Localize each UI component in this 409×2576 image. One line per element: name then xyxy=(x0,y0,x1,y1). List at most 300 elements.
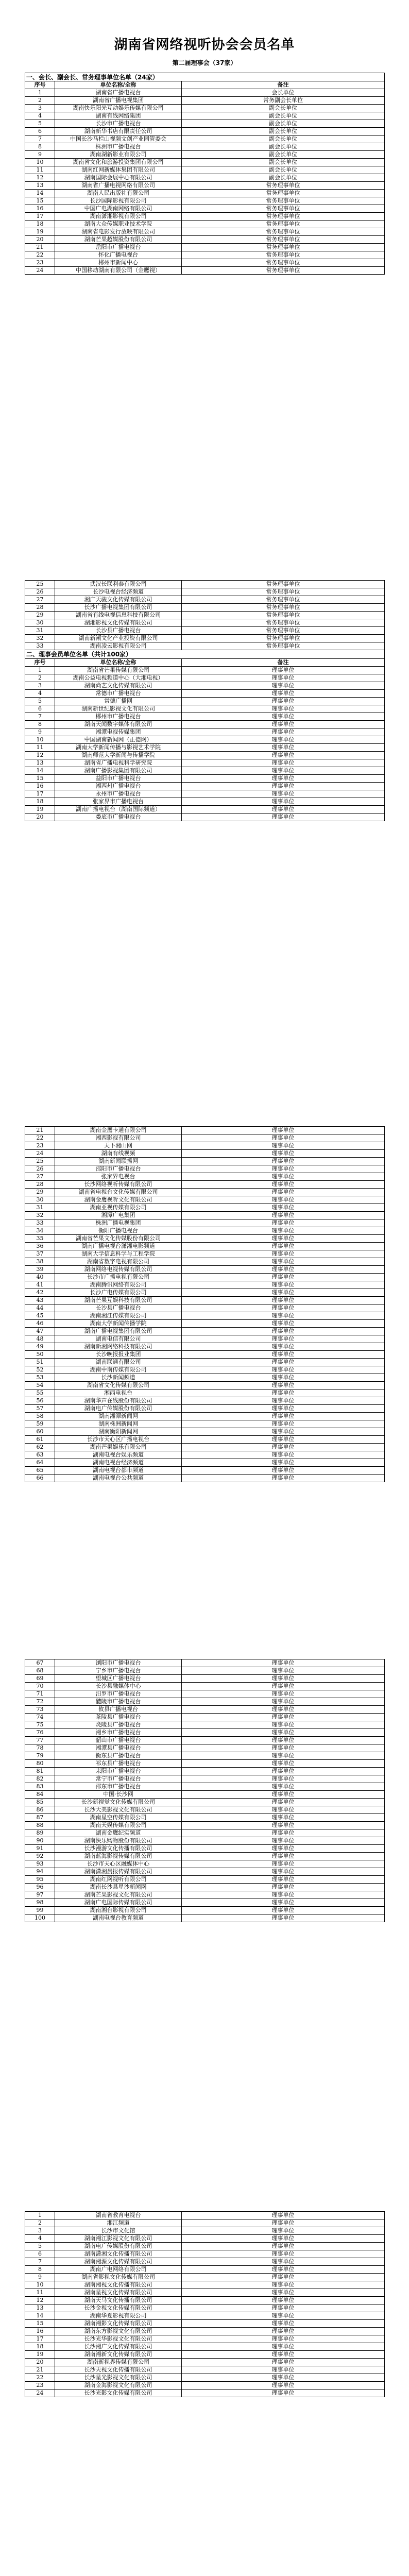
table-row xyxy=(25,2212,385,2219)
page-title: 湖南省网络视听协会会员名单 xyxy=(114,37,295,53)
table-row xyxy=(25,128,385,135)
member-name: 湖南大众传媒职业技术学院 xyxy=(55,221,182,228)
member-role: 常务理事单位 xyxy=(182,596,385,604)
row-number: 26 xyxy=(25,1165,55,1173)
member-role: 理事单位 xyxy=(182,1706,385,1714)
member-role: 理事单位 xyxy=(182,1467,385,1475)
member-role: 理事单位 xyxy=(182,1158,385,1165)
row-number: 2 xyxy=(25,97,55,105)
member-name: 长沙市天心区广播电视台 xyxy=(55,1436,182,1444)
member-role: 理事单位 xyxy=(182,2212,385,2219)
member-name: 长沙市广播电视台 xyxy=(55,120,182,128)
member-name: 湖南电广传媒股份有限公司 xyxy=(55,1405,182,1413)
row-number: 39 xyxy=(25,1266,55,1274)
table-row xyxy=(25,1845,385,1853)
member-role: 理事单位 xyxy=(182,697,385,705)
member-role: 理事单位 xyxy=(182,1775,385,1783)
member-name: 湖南省文化和旅游投资集团有限公司 xyxy=(55,159,182,166)
row-number: 35 xyxy=(25,1235,55,1243)
member-name: 湖南新视界传媒有限公司 xyxy=(55,2359,182,2366)
row-number: 88 xyxy=(25,1822,55,1829)
member-role: 常务理事单位 xyxy=(182,581,385,588)
header-name: 单位名称/全称 xyxy=(55,658,182,666)
member-name: 醴陵市广播电视台 xyxy=(55,1698,182,1706)
row-number: 97 xyxy=(25,1891,55,1899)
member-role: 理事单位 xyxy=(182,682,385,689)
member-role: 理事单位 xyxy=(182,2343,385,2351)
table-row xyxy=(25,120,385,128)
member-name: 长沙县广播电视台 xyxy=(55,627,182,635)
member-name: 长沙大美影视文化有限公司 xyxy=(55,1806,182,1814)
table-row xyxy=(25,1698,385,1706)
table-row xyxy=(25,1328,385,1335)
table-row xyxy=(25,720,385,728)
member-role: 副会长单位 xyxy=(182,120,385,128)
table-row xyxy=(25,1204,385,1212)
member-role: 理事单位 xyxy=(182,2312,385,2320)
row-number: 9 xyxy=(25,2274,55,2281)
row-number: 79 xyxy=(25,1752,55,1760)
row-number: 50 xyxy=(25,1351,55,1359)
member-name: 湖南腾讯网络有限公司 xyxy=(55,1281,182,1289)
table-row xyxy=(25,596,385,604)
member-name: 湖南天马文化传播有限公司 xyxy=(55,2297,182,2304)
member-name: 攸县广播电视台 xyxy=(55,1706,182,1714)
table-row xyxy=(25,774,385,782)
table-row xyxy=(25,1428,385,1436)
row-number: 24 xyxy=(25,267,55,275)
member-role: 理事单位 xyxy=(182,2297,385,2304)
member-role: 常务理事单位 xyxy=(182,627,385,635)
row-number: 91 xyxy=(25,1845,55,1853)
row-number: 29 xyxy=(25,612,55,619)
member-role: 常务理事单位 xyxy=(182,635,385,642)
member-role: 理事单位 xyxy=(182,1250,385,1258)
row-number: 34 xyxy=(25,1227,55,1235)
row-number: 47 xyxy=(25,1328,55,1335)
member-name: 浏阳市广播电视台 xyxy=(55,1659,182,1667)
table-row xyxy=(25,813,385,821)
member-name: 湖南湖新影业有限公司 xyxy=(55,151,182,159)
member-role: 理事单位 xyxy=(182,2266,385,2274)
table-row xyxy=(25,1667,385,1675)
member-name: 长沙电视台经济频道 xyxy=(55,588,182,596)
member-role: 理事单位 xyxy=(182,1814,385,1822)
table-row xyxy=(25,1822,385,1829)
row-number: 56 xyxy=(25,1397,55,1405)
member-name: 湖南省数字电视有限公司 xyxy=(55,1258,182,1266)
member-name: 韶山市广播电视台 xyxy=(55,1737,182,1744)
section-title: 一、会长、副会长、常务理事单位名单（24家） xyxy=(25,73,385,81)
row-number: 2 xyxy=(25,2219,55,2227)
row-number: 28 xyxy=(25,604,55,612)
member-name: 祁东县广播电视台 xyxy=(55,1760,182,1768)
member-name: 湖南新世纪影视文化有限公司 xyxy=(55,705,182,713)
member-role: 理事单位 xyxy=(182,774,385,782)
row-number: 22 xyxy=(25,251,55,259)
member-name: 湖南芒果娱乐有限公司 xyxy=(55,1444,182,1451)
member-name: 湖南省广播电视科学研究院 xyxy=(55,759,182,767)
member-table-page-3 xyxy=(25,1126,385,1482)
row-number: 8 xyxy=(25,720,55,728)
member-role: 理事单位 xyxy=(182,2389,385,2397)
member-role: 理事单位 xyxy=(182,674,385,682)
table-row xyxy=(25,1714,385,1721)
member-role: 理事单位 xyxy=(182,1127,385,1134)
member-name: 湖南华夏影视有限公司 xyxy=(55,2312,182,2320)
member-role: 理事单位 xyxy=(182,1173,385,1181)
table-row xyxy=(25,1737,385,1744)
table-row xyxy=(25,1366,385,1374)
row-number: 70 xyxy=(25,1683,55,1690)
row-number: 98 xyxy=(25,1899,55,1907)
row-number: 20 xyxy=(25,2359,55,2366)
row-number: 4 xyxy=(25,112,55,120)
member-name: 中国湖南新闻网（正德网） xyxy=(55,736,182,743)
table-row xyxy=(25,1304,385,1312)
row-number: 81 xyxy=(25,1768,55,1775)
row-number: 80 xyxy=(25,1760,55,1768)
row-number: 51 xyxy=(25,1359,55,1366)
row-number: 11 xyxy=(25,743,55,751)
member-name: 岳阳市广播电视台 xyxy=(55,244,182,251)
row-number: 21 xyxy=(25,2366,55,2374)
table-row xyxy=(25,713,385,720)
table-row xyxy=(25,1876,385,1884)
member-name: 常宁市广播电视台 xyxy=(55,1775,182,1783)
table-row xyxy=(25,1289,385,1297)
row-number: 6 xyxy=(25,705,55,713)
member-name: 湖南电广传媒股份有限公司 xyxy=(55,2243,182,2250)
table-row xyxy=(25,2250,385,2258)
member-name: 湘潭县广播电视台 xyxy=(55,1744,182,1752)
member-name: 常德市广播电视台 xyxy=(55,689,182,697)
member-name: 湖南湘影文化传媒有限公司 xyxy=(55,2320,182,2328)
member-role: 理事单位 xyxy=(182,1822,385,1829)
row-number: 40 xyxy=(25,1274,55,1281)
member-role: 理事单位 xyxy=(182,1845,385,1853)
member-name: 湖南电视台经济频道 xyxy=(55,1459,182,1467)
member-role: 理事单位 xyxy=(182,1289,385,1297)
member-name: 湖南凌云影视有限公司 xyxy=(55,642,182,650)
table-row xyxy=(25,2312,385,2320)
row-number: 12 xyxy=(25,2297,55,2304)
member-name: 长沙新闻频道 xyxy=(55,1374,182,1382)
row-number: 12 xyxy=(25,751,55,759)
table-row xyxy=(25,1250,385,1258)
member-role: 理事单位 xyxy=(182,1335,385,1343)
member-role: 理事单位 xyxy=(182,743,385,751)
table-row xyxy=(25,1127,385,1134)
row-number: 74 xyxy=(25,1714,55,1721)
member-name: 湖南广播电视集团有限公司 xyxy=(55,1328,182,1335)
member-role: 常务理事单位 xyxy=(182,205,385,213)
table-row xyxy=(25,619,385,627)
member-name: 湖南芒果超媒股份有限公司 xyxy=(55,236,182,244)
table-row xyxy=(25,1783,385,1791)
row-number: 24 xyxy=(25,1150,55,1158)
row-number: 27 xyxy=(25,1173,55,1181)
row-number: 30 xyxy=(25,1196,55,1204)
member-role: 理事单位 xyxy=(182,2219,385,2227)
row-number: 71 xyxy=(25,1690,55,1698)
table-row xyxy=(25,1860,385,1868)
member-table-page-2 xyxy=(25,580,385,821)
table-row xyxy=(25,682,385,689)
row-number: 17 xyxy=(25,790,55,798)
member-name: 长沙市广播电视有限公司 xyxy=(55,1274,182,1281)
row-number: 20 xyxy=(25,236,55,244)
member-role: 理事单位 xyxy=(182,1853,385,1860)
member-role: 常务理事单位 xyxy=(182,259,385,267)
member-name: 长沙市天心区融媒体中心 xyxy=(55,1860,182,1868)
member-name: 湖南有线网络集团 xyxy=(55,112,182,120)
table-row xyxy=(25,267,385,275)
row-number: 29 xyxy=(25,1189,55,1196)
member-role: 理事单位 xyxy=(182,736,385,743)
table-row xyxy=(25,2304,385,2312)
row-number: 100 xyxy=(25,1914,55,1922)
member-role: 理事单位 xyxy=(182,1698,385,1706)
row-number: 43 xyxy=(25,1297,55,1304)
table-row xyxy=(25,228,385,236)
row-number: 16 xyxy=(25,205,55,213)
member-name: 湘广天骏文化传媒有限公司 xyxy=(55,596,182,604)
member-name: 湖南东方影视文化有限公司 xyxy=(55,2328,182,2335)
member-name: 湖南长沙县星沙新闻网 xyxy=(55,1884,182,1891)
row-number: 18 xyxy=(25,2343,55,2351)
member-role: 理事单位 xyxy=(182,2328,385,2335)
row-number: 7 xyxy=(25,135,55,143)
member-name: 湖南省广播电视网络有限公司 xyxy=(55,182,182,190)
row-number: 19 xyxy=(25,2351,55,2359)
row-number: 32 xyxy=(25,1212,55,1219)
table-row xyxy=(25,1451,385,1459)
row-number: 87 xyxy=(25,1814,55,1822)
table-row xyxy=(25,604,385,612)
header-num: 序号 xyxy=(25,658,55,666)
row-number: 31 xyxy=(25,627,55,635)
table-row xyxy=(25,1683,385,1690)
row-number: 17 xyxy=(25,213,55,221)
member-name: 长沙新视觉文化传媒有限公司 xyxy=(55,1799,182,1806)
table-row xyxy=(25,259,385,267)
table-row xyxy=(25,182,385,190)
table-row xyxy=(25,782,385,790)
member-name: 湖南大学信息科学与工程学院 xyxy=(55,1250,182,1258)
row-number: 16 xyxy=(25,782,55,790)
row-number: 93 xyxy=(25,1860,55,1868)
member-role: 常务理事单位 xyxy=(182,244,385,251)
member-name: 湖南潇湘文化传播有限公司 xyxy=(55,2250,182,2258)
row-number: 84 xyxy=(25,1791,55,1799)
member-role: 理事单位 xyxy=(182,1899,385,1907)
row-number: 10 xyxy=(25,736,55,743)
row-number: 18 xyxy=(25,798,55,805)
member-role: 理事单位 xyxy=(182,2382,385,2389)
member-name: 长沙晚报报业集团 xyxy=(55,1351,182,1359)
table-row xyxy=(25,174,385,182)
member-name: 湖南衡阳新闻网 xyxy=(55,1428,182,1436)
member-role: 理事单位 xyxy=(182,1235,385,1243)
row-number: 94 xyxy=(25,1868,55,1876)
member-role: 理事单位 xyxy=(182,1451,385,1459)
row-number: 22 xyxy=(25,1134,55,1142)
member-name: 湖南省文化传媒有限公司 xyxy=(55,1382,182,1389)
row-number: 89 xyxy=(25,1829,55,1837)
member-name: 湖南潇湘晨报传媒有限公司 xyxy=(55,1868,182,1876)
row-number: 15 xyxy=(25,197,55,205)
member-name: 娄底市广播电视台 xyxy=(55,813,182,821)
member-role: 理事单位 xyxy=(182,1860,385,1868)
table-row xyxy=(25,1189,385,1196)
page-subtitle: 第二届理事会（37家） xyxy=(172,59,237,66)
member-role: 理事单位 xyxy=(182,1690,385,1698)
member-name: 湖南金鹰视听文化有限公司 xyxy=(55,1196,182,1204)
row-number: 55 xyxy=(25,1389,55,1397)
member-name: 湖南人民出版社有限公司 xyxy=(55,190,182,197)
member-role: 理事单位 xyxy=(182,2374,385,2382)
member-role: 理事单位 xyxy=(182,1328,385,1335)
table-row xyxy=(25,251,385,259)
member-name: 湖南新潮文化产业投资有限公司 xyxy=(55,635,182,642)
row-number: 21 xyxy=(25,244,55,251)
row-number: 14 xyxy=(25,2312,55,2320)
member-name: 湖南省广播电视台 xyxy=(55,89,182,97)
table-row xyxy=(25,2243,385,2250)
member-name: 湖南湘江传媒有限公司 xyxy=(55,1312,182,1320)
row-number: 26 xyxy=(25,588,55,596)
table-row xyxy=(25,1907,385,1914)
table-row xyxy=(25,798,385,805)
member-name: 株洲市广播电视台 xyxy=(55,143,182,151)
row-number: 60 xyxy=(25,1428,55,1436)
member-role: 理事单位 xyxy=(182,1459,385,1467)
member-name: 湖南金鹰纪实频道 xyxy=(55,1829,182,1837)
row-number: 6 xyxy=(25,128,55,135)
table-row xyxy=(25,1181,385,1189)
table-row xyxy=(25,759,385,767)
member-name: 湖南快乐阳光互动娱乐传媒有限公司 xyxy=(55,105,182,112)
table-row xyxy=(25,1752,385,1760)
member-name: 湘潭广电集团 xyxy=(55,1212,182,1219)
table-row xyxy=(25,666,385,674)
member-table-page-4 xyxy=(25,1659,385,1922)
member-role: 理事单位 xyxy=(182,1219,385,1227)
member-role: 副会长单位 xyxy=(182,128,385,135)
member-name: 湖南国际会展中心有限公司 xyxy=(55,174,182,182)
table-row xyxy=(25,588,385,596)
member-name: 湖南省电视台文化传媒有限公司 xyxy=(55,1189,182,1196)
member-role: 理事单位 xyxy=(182,2281,385,2289)
table-row xyxy=(25,2289,385,2297)
table-row xyxy=(25,2328,385,2335)
row-number: 85 xyxy=(25,1799,55,1806)
member-name: 湖南公益电视频道中心（大湘电视） xyxy=(55,674,182,682)
table-row xyxy=(25,2258,385,2266)
table-row xyxy=(25,743,385,751)
row-number: 6 xyxy=(25,2250,55,2258)
member-role: 理事单位 xyxy=(182,1714,385,1721)
member-name: 湖南快乐购物股份有限公司 xyxy=(55,1837,182,1845)
section-title-row xyxy=(25,650,385,659)
member-role: 理事单位 xyxy=(182,1374,385,1382)
member-role: 理事单位 xyxy=(182,751,385,759)
row-number: 1 xyxy=(25,666,55,674)
table-row xyxy=(25,1397,385,1405)
member-role: 理事单位 xyxy=(182,2289,385,2297)
row-number: 78 xyxy=(25,1744,55,1752)
table-row xyxy=(25,244,385,251)
member-name: 湖南湘源文化传媒有限公司 xyxy=(55,2258,182,2266)
row-number: 13 xyxy=(25,182,55,190)
table-row xyxy=(25,1219,385,1227)
row-number: 25 xyxy=(25,1158,55,1165)
member-name: 长沙广播电视集团有限公司 xyxy=(55,604,182,612)
row-number: 53 xyxy=(25,1374,55,1382)
member-name: 长沙湘广文化传媒有限公司 xyxy=(55,2343,182,2351)
member-role: 理事单位 xyxy=(182,1227,385,1235)
member-name: 湖南金鹰卡通有限公司 xyxy=(55,1127,182,1134)
member-name: 湖南省芒果文化传媒股份有限公司 xyxy=(55,1235,182,1243)
member-role: 理事单位 xyxy=(182,2274,385,2281)
table-row xyxy=(25,205,385,213)
member-role: 理事单位 xyxy=(182,2320,385,2328)
row-number: 48 xyxy=(25,1335,55,1343)
table-row xyxy=(25,1343,385,1351)
member-name: 中国广电湖南网络有限公司 xyxy=(55,205,182,213)
member-name: 郴州市新闻中心 xyxy=(55,259,182,267)
row-number: 77 xyxy=(25,1737,55,1744)
member-role: 理事单位 xyxy=(182,713,385,720)
member-role: 理事单位 xyxy=(182,1783,385,1791)
member-name: 湖南网络电视传媒有限公司 xyxy=(55,1266,182,1274)
row-number: 65 xyxy=(25,1467,55,1475)
table-row xyxy=(25,1359,385,1366)
table-row xyxy=(25,736,385,743)
table-row xyxy=(25,1806,385,1814)
table-row xyxy=(25,1706,385,1714)
member-table-page-1 xyxy=(25,73,385,275)
table-row xyxy=(25,751,385,759)
member-name: 湖南电视台娱乐频道 xyxy=(55,1451,182,1459)
row-number: 37 xyxy=(25,1250,55,1258)
member-table-page-5 xyxy=(25,2211,385,2397)
table-row xyxy=(25,790,385,798)
table-row xyxy=(25,143,385,151)
row-number: 24 xyxy=(25,2389,55,2397)
table-row xyxy=(25,642,385,650)
member-role: 理事单位 xyxy=(182,1134,385,1142)
row-number: 11 xyxy=(25,166,55,174)
table-row xyxy=(25,105,385,112)
member-role: 理事单位 xyxy=(182,1914,385,1922)
member-role: 理事单位 xyxy=(182,1189,385,1196)
member-role: 理事单位 xyxy=(182,1884,385,1891)
table-row xyxy=(25,190,385,197)
member-name: 湖南尚艺文化传媒有限公司 xyxy=(55,682,182,689)
member-role: 理事单位 xyxy=(182,1366,385,1374)
table-row xyxy=(25,1134,385,1142)
row-number: 95 xyxy=(25,1876,55,1884)
member-role: 理事单位 xyxy=(182,1791,385,1799)
member-name: 湖南广播电视台潇湘电影频道 xyxy=(55,1243,182,1250)
member-role: 理事单位 xyxy=(182,2304,385,2312)
row-number: 14 xyxy=(25,190,55,197)
table-row xyxy=(25,1165,385,1173)
table-row xyxy=(25,1444,385,1451)
member-name: 望城区广播电视台 xyxy=(55,1675,182,1683)
